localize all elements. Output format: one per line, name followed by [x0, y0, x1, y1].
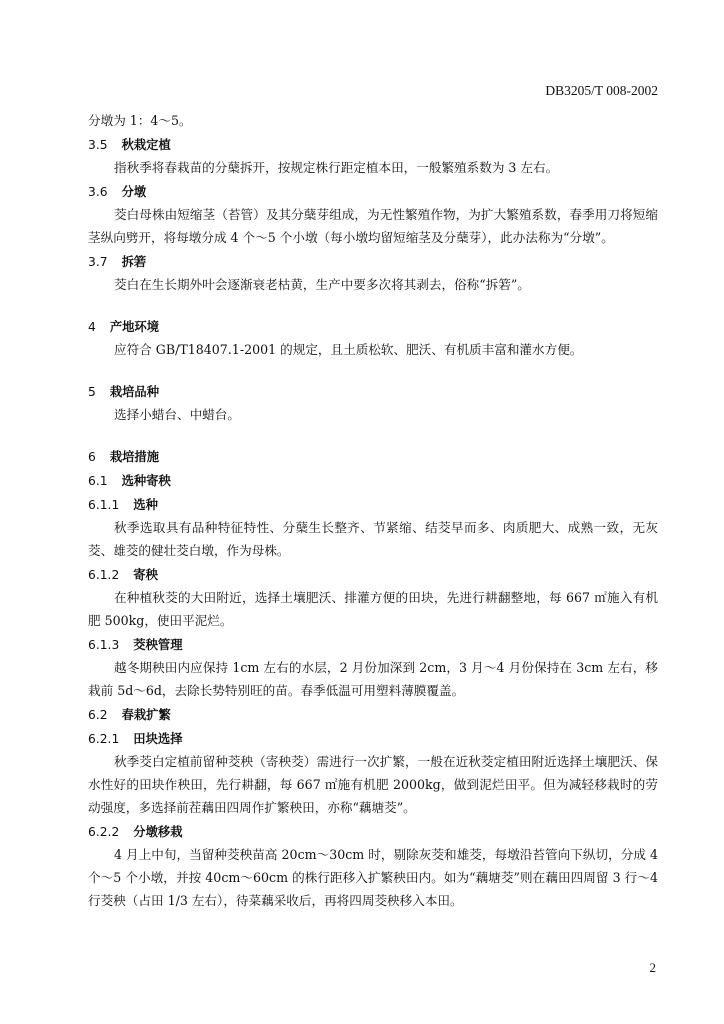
section-number: 6.1 [88, 474, 108, 488]
section-number: 6 [88, 450, 96, 464]
standard-code: DB3205/T 008-2002 [545, 83, 658, 98]
section-number: 5 [88, 385, 96, 399]
section-title: 分墩 [121, 185, 147, 199]
section-number: 6.1.2 [88, 568, 120, 582]
section-number: 6.2.2 [88, 825, 120, 839]
section-title: 拆箬 [121, 255, 147, 269]
section-3-7-heading [88, 251, 658, 273]
section-title: 产地环境 [109, 320, 160, 334]
section-number: 6.2.1 [88, 732, 120, 746]
section-5-heading [88, 381, 658, 403]
section-3-5-heading [88, 134, 658, 156]
section-4-text: 应符合 GB/T18407.1-2001 的规定，且土质松软、肥沃、有机质丰富和灌水方便。 [114, 342, 583, 357]
section-number: 3.7 [88, 255, 108, 269]
section-title: 栽培措施 [109, 450, 160, 464]
section-3-6-heading [88, 181, 658, 203]
section-6-heading [88, 446, 658, 468]
section-6-1-2-text: 在种植秋茭的大田附近，选择土壤肥沃、排灌方便的田块，先进行耕翻整地，每 667 ㎡施入有机肥 500kg，使田平泥烂。 [88, 590, 658, 628]
section-6-1-2-heading [88, 564, 658, 586]
section-number: 3.5 [88, 138, 108, 152]
continuation-text: 分墩为 1：4～5。 [88, 113, 192, 128]
section-title: 秋栽定植 [121, 138, 171, 152]
section-title: 寄秧 [133, 568, 158, 582]
section-6-2-1-heading [88, 728, 658, 750]
section-3-7-text: 茭白在生长期外叶会逐渐衰老枯黄，生产中要多次将其剥去，俗称“拆箬”。 [114, 277, 530, 292]
section-title: 栽培品种 [109, 385, 160, 399]
page-number: 2 [649, 960, 656, 975]
section-4-heading [88, 316, 658, 338]
section-number: 6.1.3 [88, 638, 120, 652]
section-6-1-1-text: 秋季选取具有品种特征特性、分蘖生长整齐、节紧缩、结茭早而多、肉质肥大、成熟一致，无灰茭、雄茭的健壮茭白墩，作为母株。 [88, 520, 658, 558]
section-3-5-text: 指秋季将春栽苗的分蘖拆开，按规定株行距定植本田，一般繁殖系数为 3 左右。 [114, 160, 559, 175]
section-number: 4 [88, 320, 96, 334]
section-title: 分墩移栽 [133, 825, 183, 839]
section-6-1-3-text: 越冬期秧田内应保持 1cm 左右的水层，2 月份加深到 2cm，3 月～4 月份保持在 3cm 左右，移栽前 5d～6d，去除长势特别旺的苗。春季低温可用塑料薄膜覆盖。 [88, 660, 658, 698]
section-5-text: 选择小蜡台、中蜡台。 [114, 407, 240, 422]
section-6-1-3-heading [88, 634, 658, 656]
section-title: 春栽扩繁 [121, 708, 171, 722]
section-number: 6.2 [88, 708, 108, 722]
section-6-2-heading [88, 704, 658, 726]
section-title: 田块选择 [133, 732, 183, 746]
section-number: 3.6 [88, 185, 108, 199]
section-number: 6.1.1 [88, 498, 120, 512]
section-title: 选种 [133, 498, 158, 512]
section-title: 选种寄秧 [121, 474, 171, 488]
section-6-2-2-heading [88, 821, 658, 843]
section-6-2-1-text: 秋季茭白定植前留种茭秧（寄秧茭）需进行一次扩繁，一般在近秋茭定植田附近选择土壤肥沃、保水性好的田块作秧田，先行耕翻，每 667 ㎡施有机肥 2000kg，做到泥烂田平。但为减轻移栽时的劳动强度，多选择前茬藕田四周作扩繁秧田，亦称“藕塘茭”。 [88, 754, 658, 815]
section-6-2-2-text: 4 月上中旬，当留种茭秧苗高 20cm～30cm 时，剔除灰茭和雄茭，每墩沿苔管向下纵切，分成 4 个～5 个小墩，并按 40cm～60cm 的株行距移入扩繁秧田内。如为“藕塘茭”则在藕田四周留 3 行～4 行茭秧（占田 1/3 左右），待菜藕采收后，再将四周茭秧移入本田。 [88, 847, 658, 908]
section-6-1-heading [88, 470, 658, 492]
section-6-1-1-heading [88, 494, 658, 516]
section-title: 茭秧管理 [133, 638, 183, 652]
document-body [88, 110, 658, 912]
section-3-6-text: 茭白母株由短缩茎（苔管）及其分蘖芽组成，为无性繁殖作物，为扩大繁殖系数，春季用刀将短缩茎纵向劈开，将每墩分成 4 个～5 个小墩（每小墩均留短缩茎及分蘖芽），此办法称为“分墩”。 [88, 207, 658, 245]
